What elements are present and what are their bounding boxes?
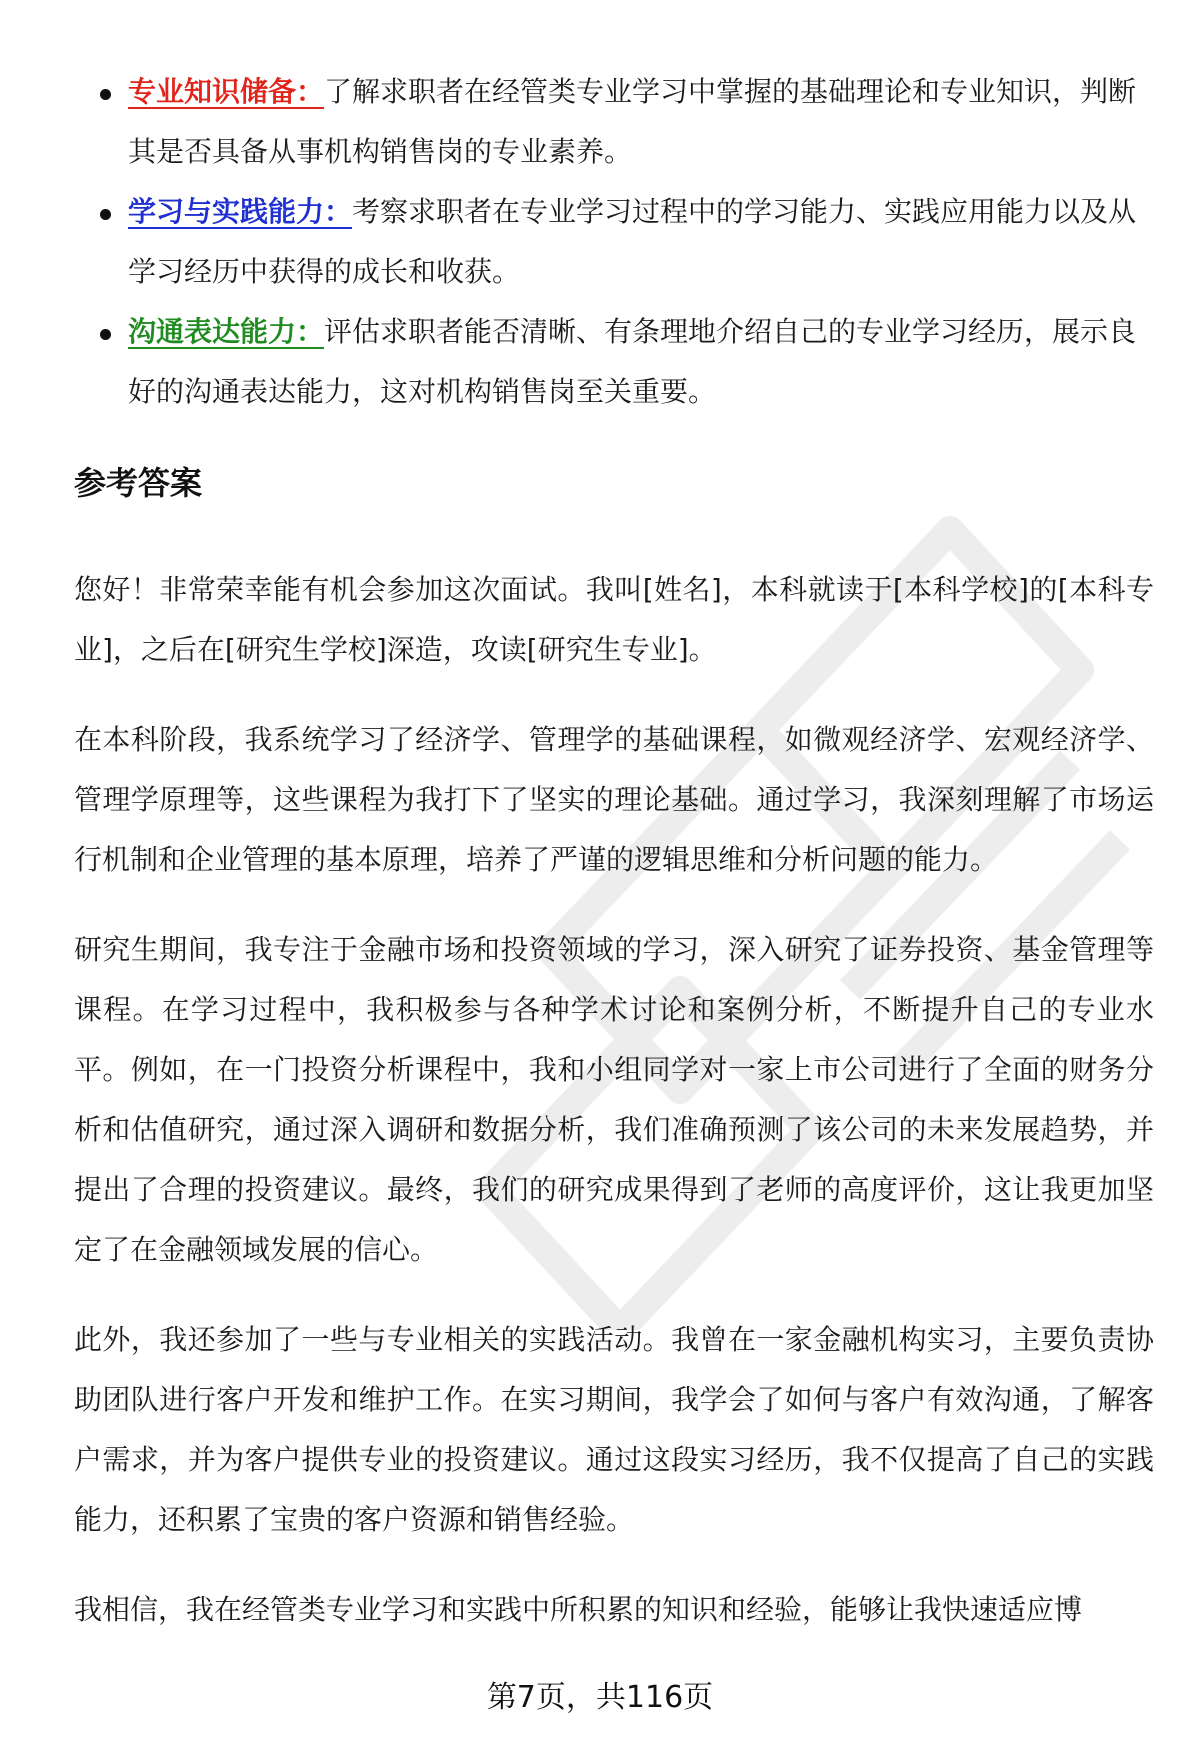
bullet-label: 专业知识储备：: [128, 75, 325, 108]
bullet-label: 沟通表达能力：: [128, 315, 325, 348]
paragraph: 您好！非常荣幸能有机会参加这次面试。我叫[姓名]，本科就读于[本科学校]的[本科专业]，之后在[研究生学校]深造，攻读[研究生专业]。: [74, 573, 1154, 666]
paragraph: 研究生期间，我专注于金融市场和投资领域的学习，深入研究了证券投资、基金管理等课程。在学习过程中，我积极参与各种学术讨论和案例分析，不断提升自己的专业水平。例如，在一门投资分析课程中，我和小组同学对一家上市公司进行了全面的财务分析和估值研究，通过深入调研和数据分析，我们准确预测了该公司的未来发展趋势，并提出了合理的投资建议。最终，我们的研究成果得到了老师的高度评价，这让我更加坚定了在金融领域发展的信心。: [74, 933, 1154, 1266]
bullet-text: 了解求职者在经管类专业学习中掌握的基础理论和专业知识，判断其是否具备从事机构销售岗的专业素养。: [128, 75, 1137, 168]
bullet-dot-icon: [100, 89, 111, 100]
page-number: 第7页，共116页: [486, 1680, 714, 1715]
bullet-dot-icon: [100, 209, 111, 220]
section-heading: 参考答案: [74, 464, 203, 502]
list-item: [74, 62, 1154, 182]
bullet-label: 学习与实践能力：: [128, 195, 353, 228]
paragraph: 此外，我还参加了一些与专业相关的实践活动。我曾在一家金融机构实习，主要负责协助团队进行客户开发和维护工作。在实习期间，我学会了如何与客户有效沟通，了解客户需求，并为客户提供专业的投资建议。通过这段实习经历，我不仅提高了自己的实践能力，还积累了宝贵的客户资源和销售经验。: [74, 1323, 1154, 1536]
list-item: [74, 302, 1154, 422]
bullet-text: 考察求职者在专业学习过程中的学习能力、实践应用能力以及从学习经历中获得的成长和收获。: [128, 195, 1137, 288]
answer-body: [74, 560, 1154, 1670]
list-item: [74, 182, 1154, 302]
paragraph: 我相信，我在经管类专业学习和实践中所积累的知识和经验，能够让我快速适应博: [74, 1593, 1083, 1626]
bullet-text: 评估求职者能否清晰、有条理地介绍自己的专业学习经历，展示良好的沟通表达能力，这对机构销售岗至关重要。: [128, 315, 1137, 408]
bullet-dot-icon: [100, 329, 111, 340]
paragraph: 在本科阶段，我系统学习了经济学、管理学的基础课程，如微观经济学、宏观经济学、管理学原理等，这些课程为我打下了坚实的理论基础。通过学习，我深刻理解了市场运行机制和企业管理的基本原理，培养了严谨的逻辑思维和分析问题的能力。: [74, 723, 1154, 876]
criteria-list: [74, 62, 1154, 422]
